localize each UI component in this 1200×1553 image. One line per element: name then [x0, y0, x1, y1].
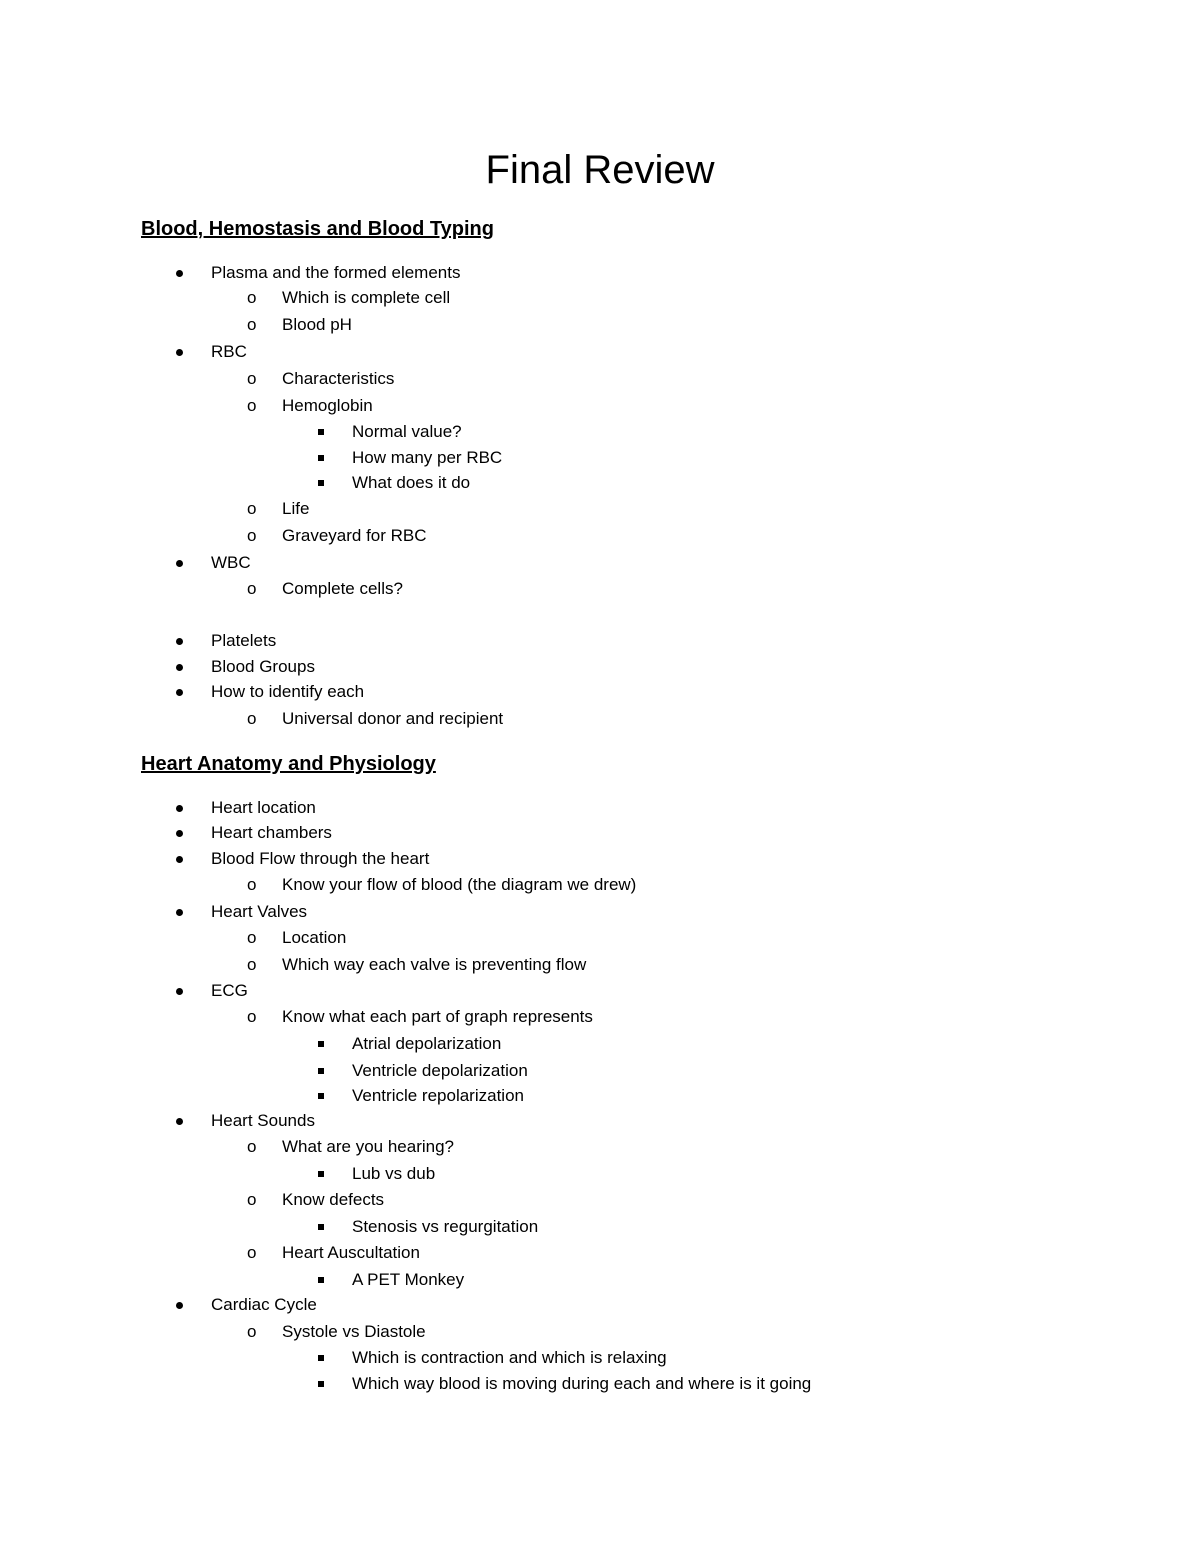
bullet-square-icon: [318, 1171, 324, 1177]
list-item-text: Hemoglobin: [282, 396, 373, 415]
bullet-circle-icon: o: [247, 709, 257, 728]
bullet-circle-icon: o: [247, 875, 257, 894]
list-item-text: Location: [282, 928, 347, 947]
list-item-text: Ventricle repolarization: [352, 1086, 524, 1105]
bullet-dot-icon: [176, 638, 183, 645]
bullet-circle-icon: o: [247, 1322, 257, 1341]
list-item-text: Life: [282, 499, 310, 518]
list-item-text: Atrial depolarization: [352, 1034, 502, 1053]
bullet-square-icon: [318, 455, 324, 461]
list-item-text: How many per RBC: [352, 448, 503, 467]
list-item-text: Heart chambers: [211, 823, 332, 842]
list-item-text: Graveyard for RBC: [282, 526, 427, 545]
bullet-square-icon: [318, 1355, 324, 1361]
bullet-circle-icon: o: [247, 955, 257, 974]
bullet-square-icon: [318, 1224, 324, 1230]
bullet-circle-icon: o: [247, 499, 257, 518]
list-item-text: What does it do: [352, 473, 471, 492]
page-title: Final Review: [485, 148, 715, 192]
list-item-text: ECG: [211, 981, 248, 1000]
bullet-circle-icon: o: [247, 396, 257, 415]
list-item-text: Characteristics: [282, 369, 395, 388]
list-item-text: Systole vs Diastole: [282, 1322, 426, 1341]
list-item-text: Blood pH: [282, 315, 352, 334]
list-item-text: Which way each valve is preventing flow: [282, 955, 587, 974]
list-item-text: Heart Sounds: [211, 1111, 315, 1130]
list-item-text: Know defects: [282, 1190, 385, 1209]
bullet-dot-icon: [176, 689, 183, 696]
bullet-circle-icon: o: [247, 315, 257, 334]
list-item-text: Heart location: [211, 798, 316, 817]
bullet-circle-icon: o: [247, 1190, 257, 1209]
bullet-square-icon: [318, 1068, 324, 1074]
bullet-circle-icon: o: [247, 1007, 257, 1026]
list-item-text: Know your flow of blood (the diagram we drew): [282, 875, 637, 894]
bullet-dot-icon: [176, 349, 183, 356]
bullet-dot-icon: [176, 1302, 183, 1309]
bullet-circle-icon: o: [247, 288, 257, 307]
list-item-text: Cardiac Cycle: [211, 1295, 317, 1314]
list-item-text: WBC: [211, 553, 251, 572]
list-item-text: What are you hearing?: [282, 1137, 454, 1156]
bullet-circle-icon: o: [247, 526, 257, 545]
section-heading-heart: Heart Anatomy and Physiology: [141, 753, 436, 775]
bullet-circle-icon: o: [247, 1243, 257, 1262]
bullet-square-icon: [318, 1041, 324, 1047]
list-item-text: Universal donor and recipient: [282, 709, 504, 728]
list-item-text: Blood Flow through the heart: [211, 849, 430, 868]
bullet-dot-icon: [176, 856, 183, 863]
list-item-text: Complete cells?: [282, 579, 403, 598]
list-item-text: Which is contraction and which is relaxing: [352, 1348, 667, 1367]
bullet-dot-icon: [176, 909, 183, 916]
list-item-text: Blood Groups: [211, 657, 315, 676]
bullet-circle-icon: o: [247, 1137, 257, 1156]
bullet-circle-icon: o: [247, 579, 257, 598]
bullet-dot-icon: [176, 988, 183, 995]
bullet-dot-icon: [176, 830, 183, 837]
list-item-text: Stenosis vs regurgitation: [352, 1217, 539, 1236]
bullet-circle-icon: o: [247, 928, 257, 947]
list-item-text: Heart Auscultation: [282, 1243, 420, 1262]
list-item-text: Lub vs dub: [352, 1164, 436, 1183]
bullet-square-icon: [318, 1277, 324, 1283]
bullet-dot-icon: [176, 1118, 183, 1125]
bullet-dot-icon: [176, 270, 183, 277]
bullet-dot-icon: [176, 560, 183, 567]
bullet-circle-icon: o: [247, 369, 257, 388]
list-item-text: A PET Monkey: [352, 1270, 465, 1289]
list-item-text: Normal value?: [352, 422, 462, 441]
bullet-square-icon: [318, 480, 324, 486]
bullet-square-icon: [318, 1381, 324, 1387]
list-item-text: Which is complete cell: [282, 288, 451, 307]
list-item-text: RBC: [211, 342, 247, 361]
list-item-text: Platelets: [211, 631, 277, 650]
list-item-text: Which way blood is moving during each and where is it going: [352, 1374, 812, 1393]
list-item-text: How to identify each: [211, 682, 365, 701]
list-item-text: Plasma and the formed elements: [211, 263, 461, 282]
list-item-text: Know what each part of graph represents: [282, 1007, 593, 1026]
bullet-dot-icon: [176, 664, 183, 671]
bullet-square-icon: [318, 1093, 324, 1099]
list-item-text: Heart Valves: [211, 902, 308, 921]
bullet-square-icon: [318, 429, 324, 435]
bullet-dot-icon: [176, 805, 183, 812]
list-item-text: Ventricle depolarization: [352, 1061, 528, 1080]
section-heading-blood: Blood, Hemostasis and Blood Typing: [141, 218, 494, 240]
